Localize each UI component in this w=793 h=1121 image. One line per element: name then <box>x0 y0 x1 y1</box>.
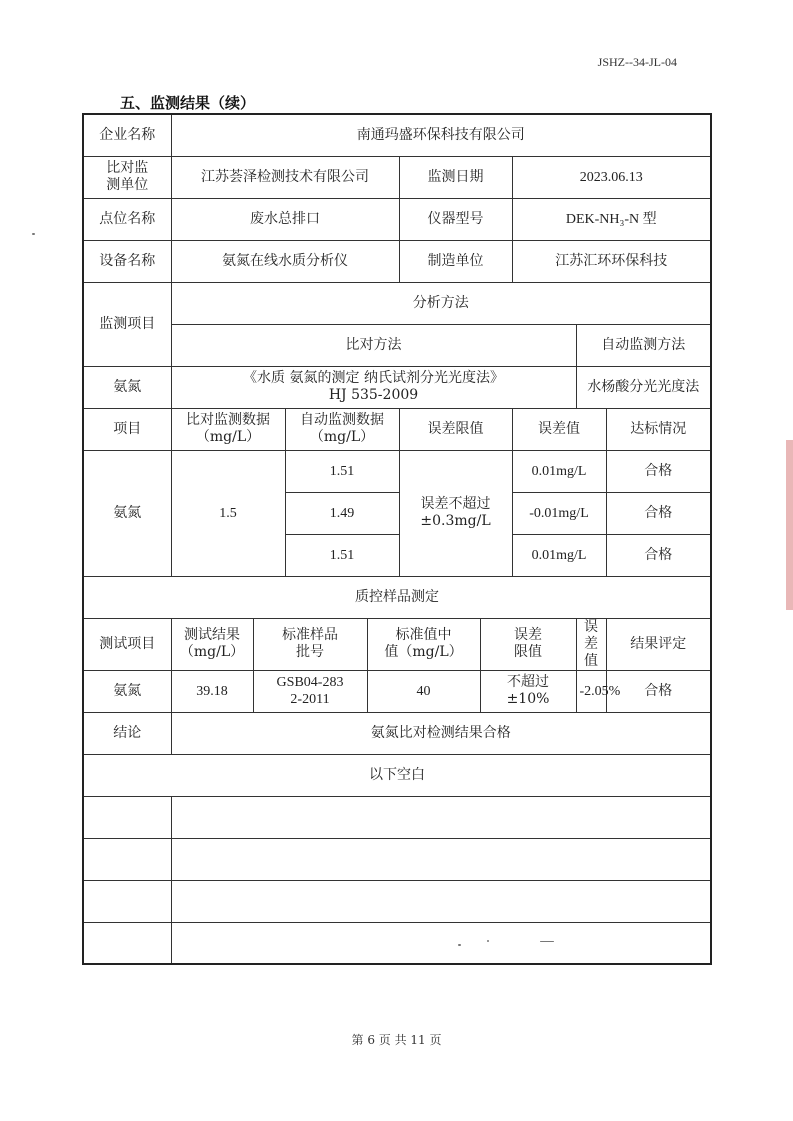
header-auto-data: 自动监测数据 （mg/L） <box>285 408 399 450</box>
point-label: 点位名称 <box>83 198 171 240</box>
monitor-item-label: 监测项目 <box>83 282 171 366</box>
scan-speck <box>487 940 489 942</box>
header-compare-data: 比对监测数据 （mg/L） <box>171 408 285 450</box>
monitor-date-value: 2023.06.13 <box>512 156 711 198</box>
qc-standard: 40 <box>367 670 480 712</box>
analysis-method-row <box>83 282 711 324</box>
error-value: -0.01mg/L <box>512 492 606 534</box>
empty-cell <box>83 796 171 838</box>
analysis-method-label: 分析方法 <box>171 282 711 324</box>
method-analyte: 氨氮 <box>83 366 171 408</box>
auto-method-label: 自动监测方法 <box>576 324 711 366</box>
conclusion-value: 氨氮比对检测结果合格 <box>171 712 711 754</box>
qc-title: 质控样品测定 <box>83 576 711 618</box>
qc-batch: GSB04-283 2-2011 <box>253 670 367 712</box>
blank-note-row <box>83 754 711 796</box>
company-label: 企业名称 <box>83 114 171 156</box>
point-value: 废水总排口 <box>171 198 399 240</box>
header-error-value: 误差值 <box>512 408 606 450</box>
compare-method-label: 比对方法 <box>171 324 576 366</box>
empty-cell <box>171 796 711 838</box>
compare-unit-value: 江苏荟泽检测技术有限公司 <box>171 156 399 198</box>
header-error-limit: 误差限值 <box>399 408 512 450</box>
qc-result: 39.18 <box>171 670 253 712</box>
manufacturer-value: 江苏汇环环保科技 <box>512 240 711 282</box>
empty-row <box>83 838 711 880</box>
compare-data-row <box>83 450 711 492</box>
compare-method-value: 《水质 氨氮的测定 纳氏试剂分光光度法》 HJ 535-2009 <box>171 366 576 408</box>
error-value: 0.01mg/L <box>512 534 606 576</box>
compare-analyte: 氨氮 <box>83 450 171 576</box>
compare-header-row <box>83 408 711 450</box>
qc-header-item: 测试项目 <box>83 618 171 670</box>
qc-data-row <box>83 670 711 712</box>
header-compliance: 达标情况 <box>606 408 711 450</box>
qc-header-limit: 误差 限值 <box>480 618 576 670</box>
compare-unit-row <box>83 156 711 198</box>
qc-analyte: 氨氮 <box>83 670 171 712</box>
compliance-status: 合格 <box>606 450 711 492</box>
empty-row <box>83 796 711 838</box>
empty-cell <box>83 922 171 964</box>
section-title: 五、监测结果（续） <box>120 94 256 112</box>
error-value: 0.01mg/L <box>512 450 606 492</box>
auto-method-value: 水杨酸分光光度法 <box>576 366 711 408</box>
edge-stain <box>786 440 793 610</box>
qc-header-error: 误差值 <box>576 618 606 670</box>
error-limit-value: 误差不超过 ±0.3mg/L <box>399 450 512 576</box>
qc-evaluation: 合格 <box>606 670 711 712</box>
header-item: 项目 <box>83 408 171 450</box>
qc-header-result: 测试结果 （mg/L） <box>171 618 253 670</box>
document-code: JSHZ--34-JL-04 <box>597 55 677 69</box>
empty-cell <box>171 880 711 922</box>
qc-header-batch: 标准样品 批号 <box>253 618 367 670</box>
empty-cell <box>171 922 711 964</box>
qc-limit: 不超过 ±10% <box>480 670 576 712</box>
empty-row <box>83 922 711 964</box>
auto-value: 1.51 <box>285 450 399 492</box>
auto-value: 1.49 <box>285 492 399 534</box>
equipment-label: 设备名称 <box>83 240 171 282</box>
empty-cell <box>83 838 171 880</box>
empty-row <box>83 880 711 922</box>
page-footer: 第 6 页 共 11 页 <box>351 1033 442 1047</box>
qc-error: -2.05% <box>576 670 606 712</box>
instrument-model-value: DEK-NH₃-N 型 <box>512 198 711 240</box>
method-type-row <box>83 324 711 366</box>
auto-value: 1.51 <box>285 534 399 576</box>
monitor-date-label: 监测日期 <box>399 156 512 198</box>
monitoring-results-table <box>82 113 712 965</box>
equipment-row <box>83 240 711 282</box>
conclusion-row <box>83 712 711 754</box>
qc-title-row <box>83 576 711 618</box>
scan-speck <box>540 941 554 942</box>
qc-header-standard: 标准值中 值（mg/L） <box>367 618 480 670</box>
company-row <box>83 114 711 156</box>
compare-reference-value: 1.5 <box>171 450 285 576</box>
qc-header-evaluation: 结果评定 <box>606 618 711 670</box>
compliance-status: 合格 <box>606 492 711 534</box>
method-value-row <box>83 366 711 408</box>
instrument-model-label: 仪器型号 <box>399 198 512 240</box>
compliance-status: 合格 <box>606 534 711 576</box>
equipment-value: 氨氮在线水质分析仪 <box>171 240 399 282</box>
manufacturer-label: 制造单位 <box>399 240 512 282</box>
qc-header-row <box>83 618 711 670</box>
scan-speck <box>458 944 461 946</box>
point-row <box>83 198 711 240</box>
blank-note: 以下空白 <box>83 754 711 796</box>
compare-unit-label: 比对监 测单位 <box>83 156 171 198</box>
scan-speck <box>32 233 35 235</box>
empty-cell <box>83 880 171 922</box>
company-name: 南通玛盛环保科技有限公司 <box>171 114 711 156</box>
conclusion-label: 结论 <box>83 712 171 754</box>
empty-cell <box>171 838 711 880</box>
